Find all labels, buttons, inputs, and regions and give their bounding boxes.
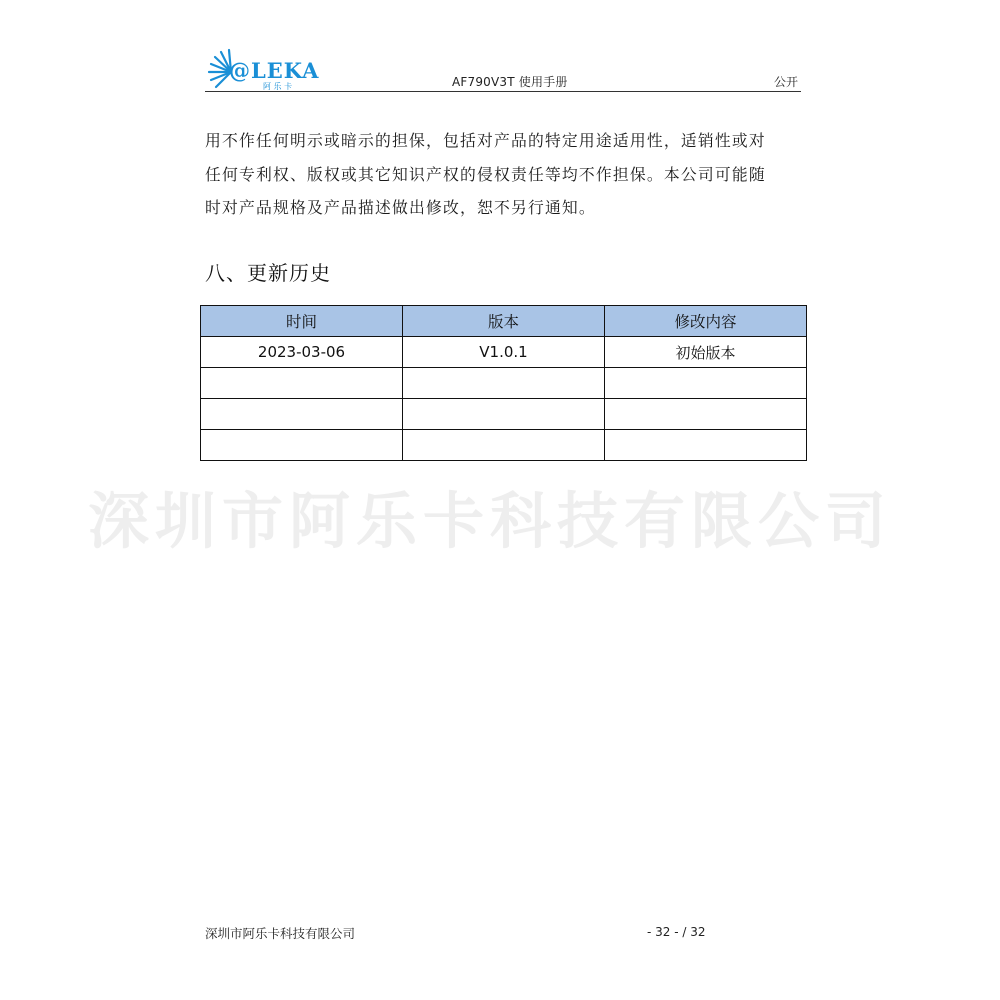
- update-history-table: [200, 305, 807, 461]
- paragraph-line: 任何专利权、版权或其它知识产权的侵权责任等均不作担保。本公司可能随: [205, 164, 766, 184]
- table-row: [201, 399, 807, 430]
- table-cell-version: V1.0.1: [403, 337, 605, 368]
- table-cell-changes: [605, 368, 807, 399]
- header-document-title: AF790V3T 使用手册: [452, 75, 568, 89]
- table-cell-changes: 初始版本: [605, 337, 807, 368]
- logo-graphic: [205, 44, 335, 90]
- table-row: [201, 368, 807, 399]
- logo-subtext: 阿 乐 卡: [263, 82, 293, 90]
- header-classification: 公开: [774, 75, 799, 89]
- table-cell-time: [201, 368, 403, 399]
- table-row: [201, 337, 807, 368]
- paragraph-line: 用不作任何明示或暗示的担保，包括对产品的特定用途适用性，适销性或对: [205, 131, 766, 150]
- company-watermark: 深圳市阿乐卡科技有限公司: [88, 486, 893, 557]
- column-header-changes: 修改内容: [605, 306, 807, 337]
- table-cell-version: [403, 368, 605, 399]
- footer-page-number: - 32 - / 32: [647, 925, 706, 939]
- column-header-version: 版本: [403, 306, 605, 337]
- column-header-time: 时间: [201, 306, 403, 337]
- table-row: [201, 430, 807, 461]
- logo-wordmark: @LEKA: [229, 58, 320, 83]
- disclaimer-paragraph: [205, 124, 803, 225]
- table-cell-time: [201, 430, 403, 461]
- table-header-row: [201, 306, 807, 337]
- header-divider: [205, 91, 801, 92]
- table-cell-time: 2023-03-06: [201, 337, 403, 368]
- table-cell-changes: [605, 430, 807, 461]
- table-cell-version: [403, 399, 605, 430]
- company-logo: [205, 44, 335, 90]
- paragraph-line: 时对产品规格及产品描述做出修改，恕不另行通知。: [205, 198, 596, 217]
- table-cell-version: [403, 430, 605, 461]
- footer-company-name: 深圳市阿乐卡科技有限公司: [205, 926, 356, 941]
- section-title: 八、更新历史: [205, 261, 331, 285]
- table-cell-changes: [605, 399, 807, 430]
- table-cell-time: [201, 399, 403, 430]
